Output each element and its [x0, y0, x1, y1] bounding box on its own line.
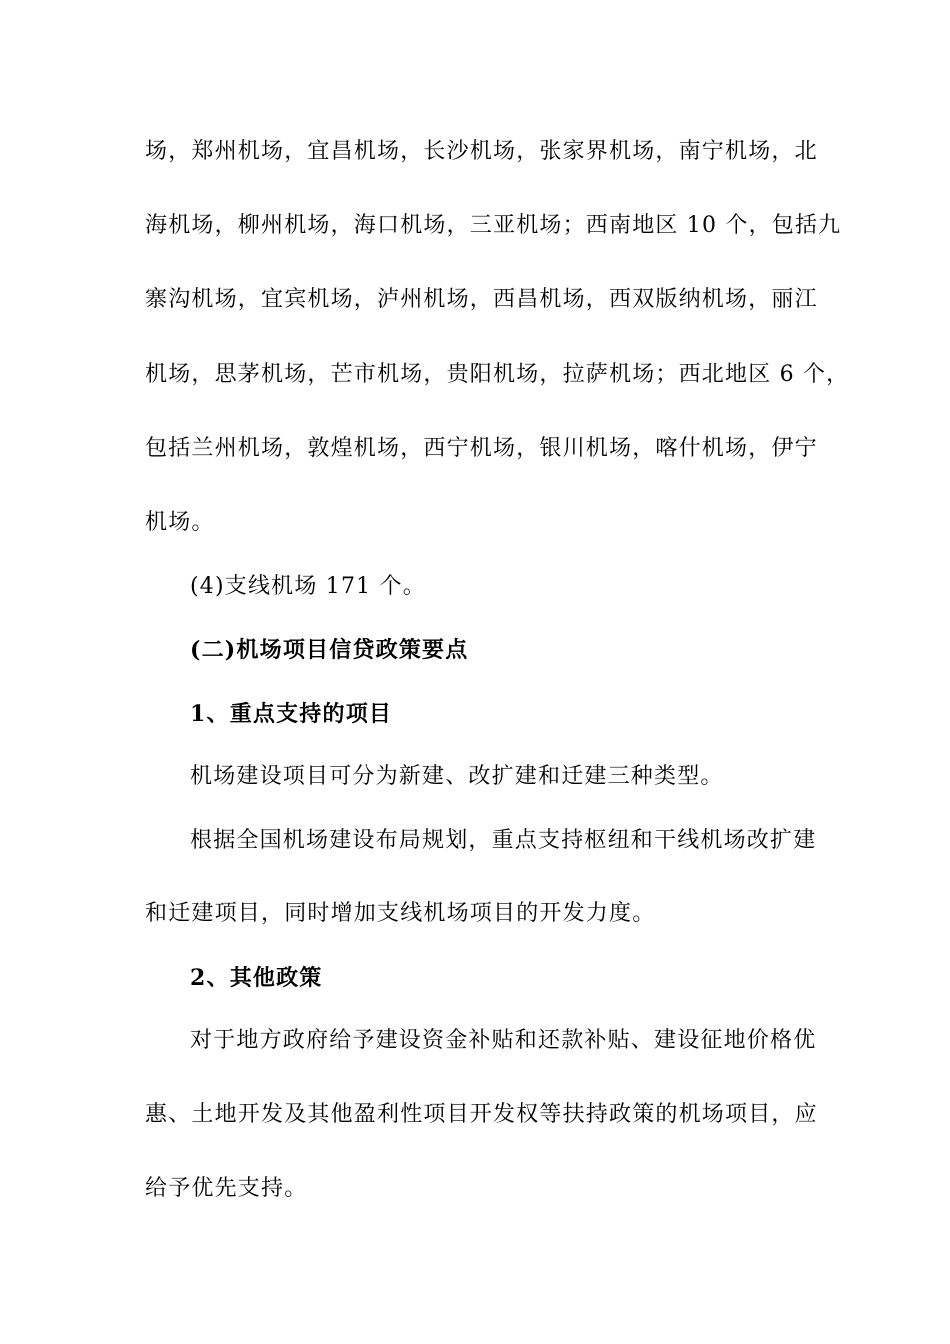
sub1-paragraph-2-line-2: 和迁建项目，同时增加支线机场项目的开发力度。	[145, 901, 656, 926]
sub2-paragraph-line-2: 惠、土地开发及其他盈利性项目开发权等扶持政策的机场项目，应	[145, 1102, 818, 1127]
sub1-paragraph-2-line-1: 根据全国机场建设布局规划，重点支持枢纽和干线机场改扩建	[190, 828, 817, 853]
para1-line-1: 场，郑州机场，宜昌机场，长沙机场，张家界机场，南宁机场，北	[145, 139, 818, 164]
para1-line-2: 海机场，柳州机场，海口机场，三亚机场；西南地区 10 个，包括九	[145, 213, 842, 238]
subheading-1: 1、重点支持的项目	[190, 701, 393, 727]
subheading-2: 2、其他政策	[190, 965, 323, 991]
para1-line-3: 寨沟机场，宜宾机场，泸州机场，西昌机场，西双版纳机场，丽江	[145, 287, 818, 312]
para1-line-5: 包括兰州机场，敦煌机场，西宁机场，银川机场，喀什机场，伊宁	[145, 436, 818, 461]
sub2-paragraph-line-3: 给予优先支持。	[145, 1176, 308, 1201]
para1-line-4: 机场，思茅机场，芒市机场，贵阳机场，拉萨机场；西北地区 6 个，	[145, 362, 850, 387]
section-heading-2: (二)机场项目信贷政策要点	[190, 637, 469, 663]
item-4: (4)支线机场 171 个。	[190, 574, 426, 599]
para1-line-6: 机场。	[145, 510, 215, 535]
sub1-paragraph-1: 机场建设项目可分为新建、改扩建和迁建三种类型。	[190, 764, 724, 789]
sub2-paragraph-line-1: 对于地方政府给予建设资金补贴和还款补贴、建设征地价格优	[190, 1028, 817, 1053]
